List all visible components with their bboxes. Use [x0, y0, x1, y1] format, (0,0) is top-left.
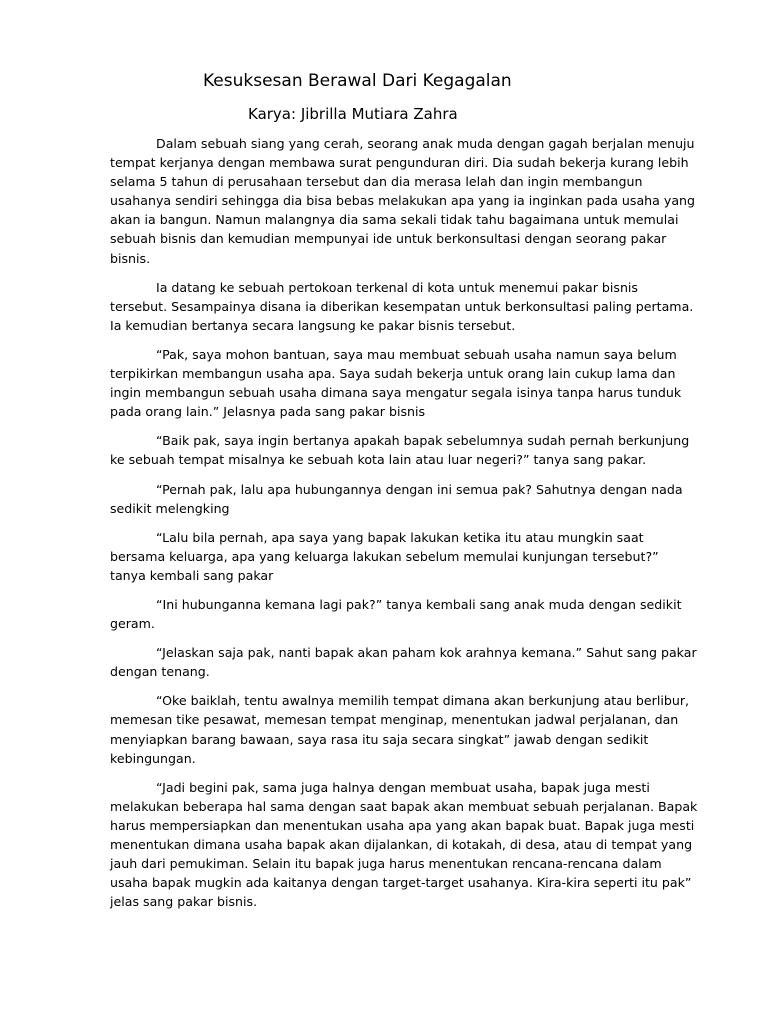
paragraph-4: “Baik pak, saya ingin bertanya apakah bapak sebelumnya sudah pernah berkunjung ke sebuah tempat misalnya ke sebuah kota lain atau luar negeri?” tanya sang pakar.	[110, 433, 690, 468]
paragraph-9: “Oke baiklah, tentu awalnya memilih tempat dimana akan berkunjung atau berlibur, memesan tike pesawat, memesan tempat menginap, menentukan jadwal perjalanan, dan menyiapkan barang bawaan, saya rasa itu saja secara singkat” jawab dengan sedikit kebingungan.	[110, 693, 689, 766]
paragraph-5: “Pernah pak, lalu apa hubungannya dengan ini semua pak? Sahutnya dengan nada sedikit melengking	[110, 481, 683, 516]
paragraph-3: “Pak, saya mohon bantuan, saya mau membuat sebuah usaha namun saya belum terpikirkan membangun usaha apa. Saya sudah bekerja untuk orang lain cukup lama dan ingin membangun sebuah usaha dimana saya mengatur segala isinya tanpa harus tunduk pada orang lain.” Jelasnya pada sang pakar bisnis	[110, 346, 682, 420]
paragraph-10: “Jadi begini pak, sama juga halnya dengan membuat usaha, bapak juga mesti melakukan beberapa hal sama dengan saat bapak akan membuat sebuah perjalanan. Bapak harus mempersiapkan dan menentukan usaha apa yang akan bapak buat. Bapak juga mesti menentukan dimana usaha bapak akan dijalankan, di kotakah, di desa, atau di tempat yang jauh dari pemukiman. Selain itu bapak juga harus menentukan rencana-rencana dalam usaha bapak mugkin ada kaitanya dengan target-target usahanya. Kira-kira seperti itu pak” jelas sang pakar bisnis.	[110, 779, 698, 910]
paragraph-8: “Jelaskan saja pak, nanti bapak akan paham kok arahnya kemana.” Sahut sang pakar dengan tenang.	[110, 645, 697, 680]
document-title: Kesuksesan Berawal Dari Kegagalan	[203, 71, 512, 91]
paragraph-1: Dalam sebuah siang yang cerah, seorang anak muda dengan gagah berjalan menuju tempat kerjanya dengan membawa surat pengunduran diri. Dia sudah bekerja kurang lebih selama 5 tahun di perusahaan tersebut dan dia merasa lelah dan ingin membangun usahanya sendiri sehingga dia bisa bebas melakukan apa yang ia inginkan pada usaha yang akan ia bangun. Namun malangnya dia sama sekali tidak tahu bagaimana untuk memulai sebuah bisnis dan kemudian mempunyai ide untuk berkonsultasi dengan seorang pakar bisnis.	[110, 136, 696, 266]
document-body	[110, 134, 698, 921]
paragraph-2: Ia datang ke sebuah pertokoan terkenal di kota untuk menemui pakar bisnis tersebut. Sesampainya disana ia diberikan kesempatan untuk berkonsultasi paling pertama. Ia kemudian bertanya secara langsung ke pakar bisnis tersebut.	[110, 279, 694, 333]
paragraph-6: “Lalu bila pernah, apa saya yang bapak lakukan ketika itu atau mungkin saat bersama keluarga, apa yang keluarga lakukan sebelum memulai kunjungan tersebut?” tanya kembali sang pakar	[110, 529, 659, 583]
document-author: Karya: Jibrilla Mutiara Zahra	[248, 105, 458, 123]
paragraph-7: “Ini hubunganna kemana lagi pak?” tanya kembali sang anak muda dengan sedikit geram.	[110, 596, 682, 632]
